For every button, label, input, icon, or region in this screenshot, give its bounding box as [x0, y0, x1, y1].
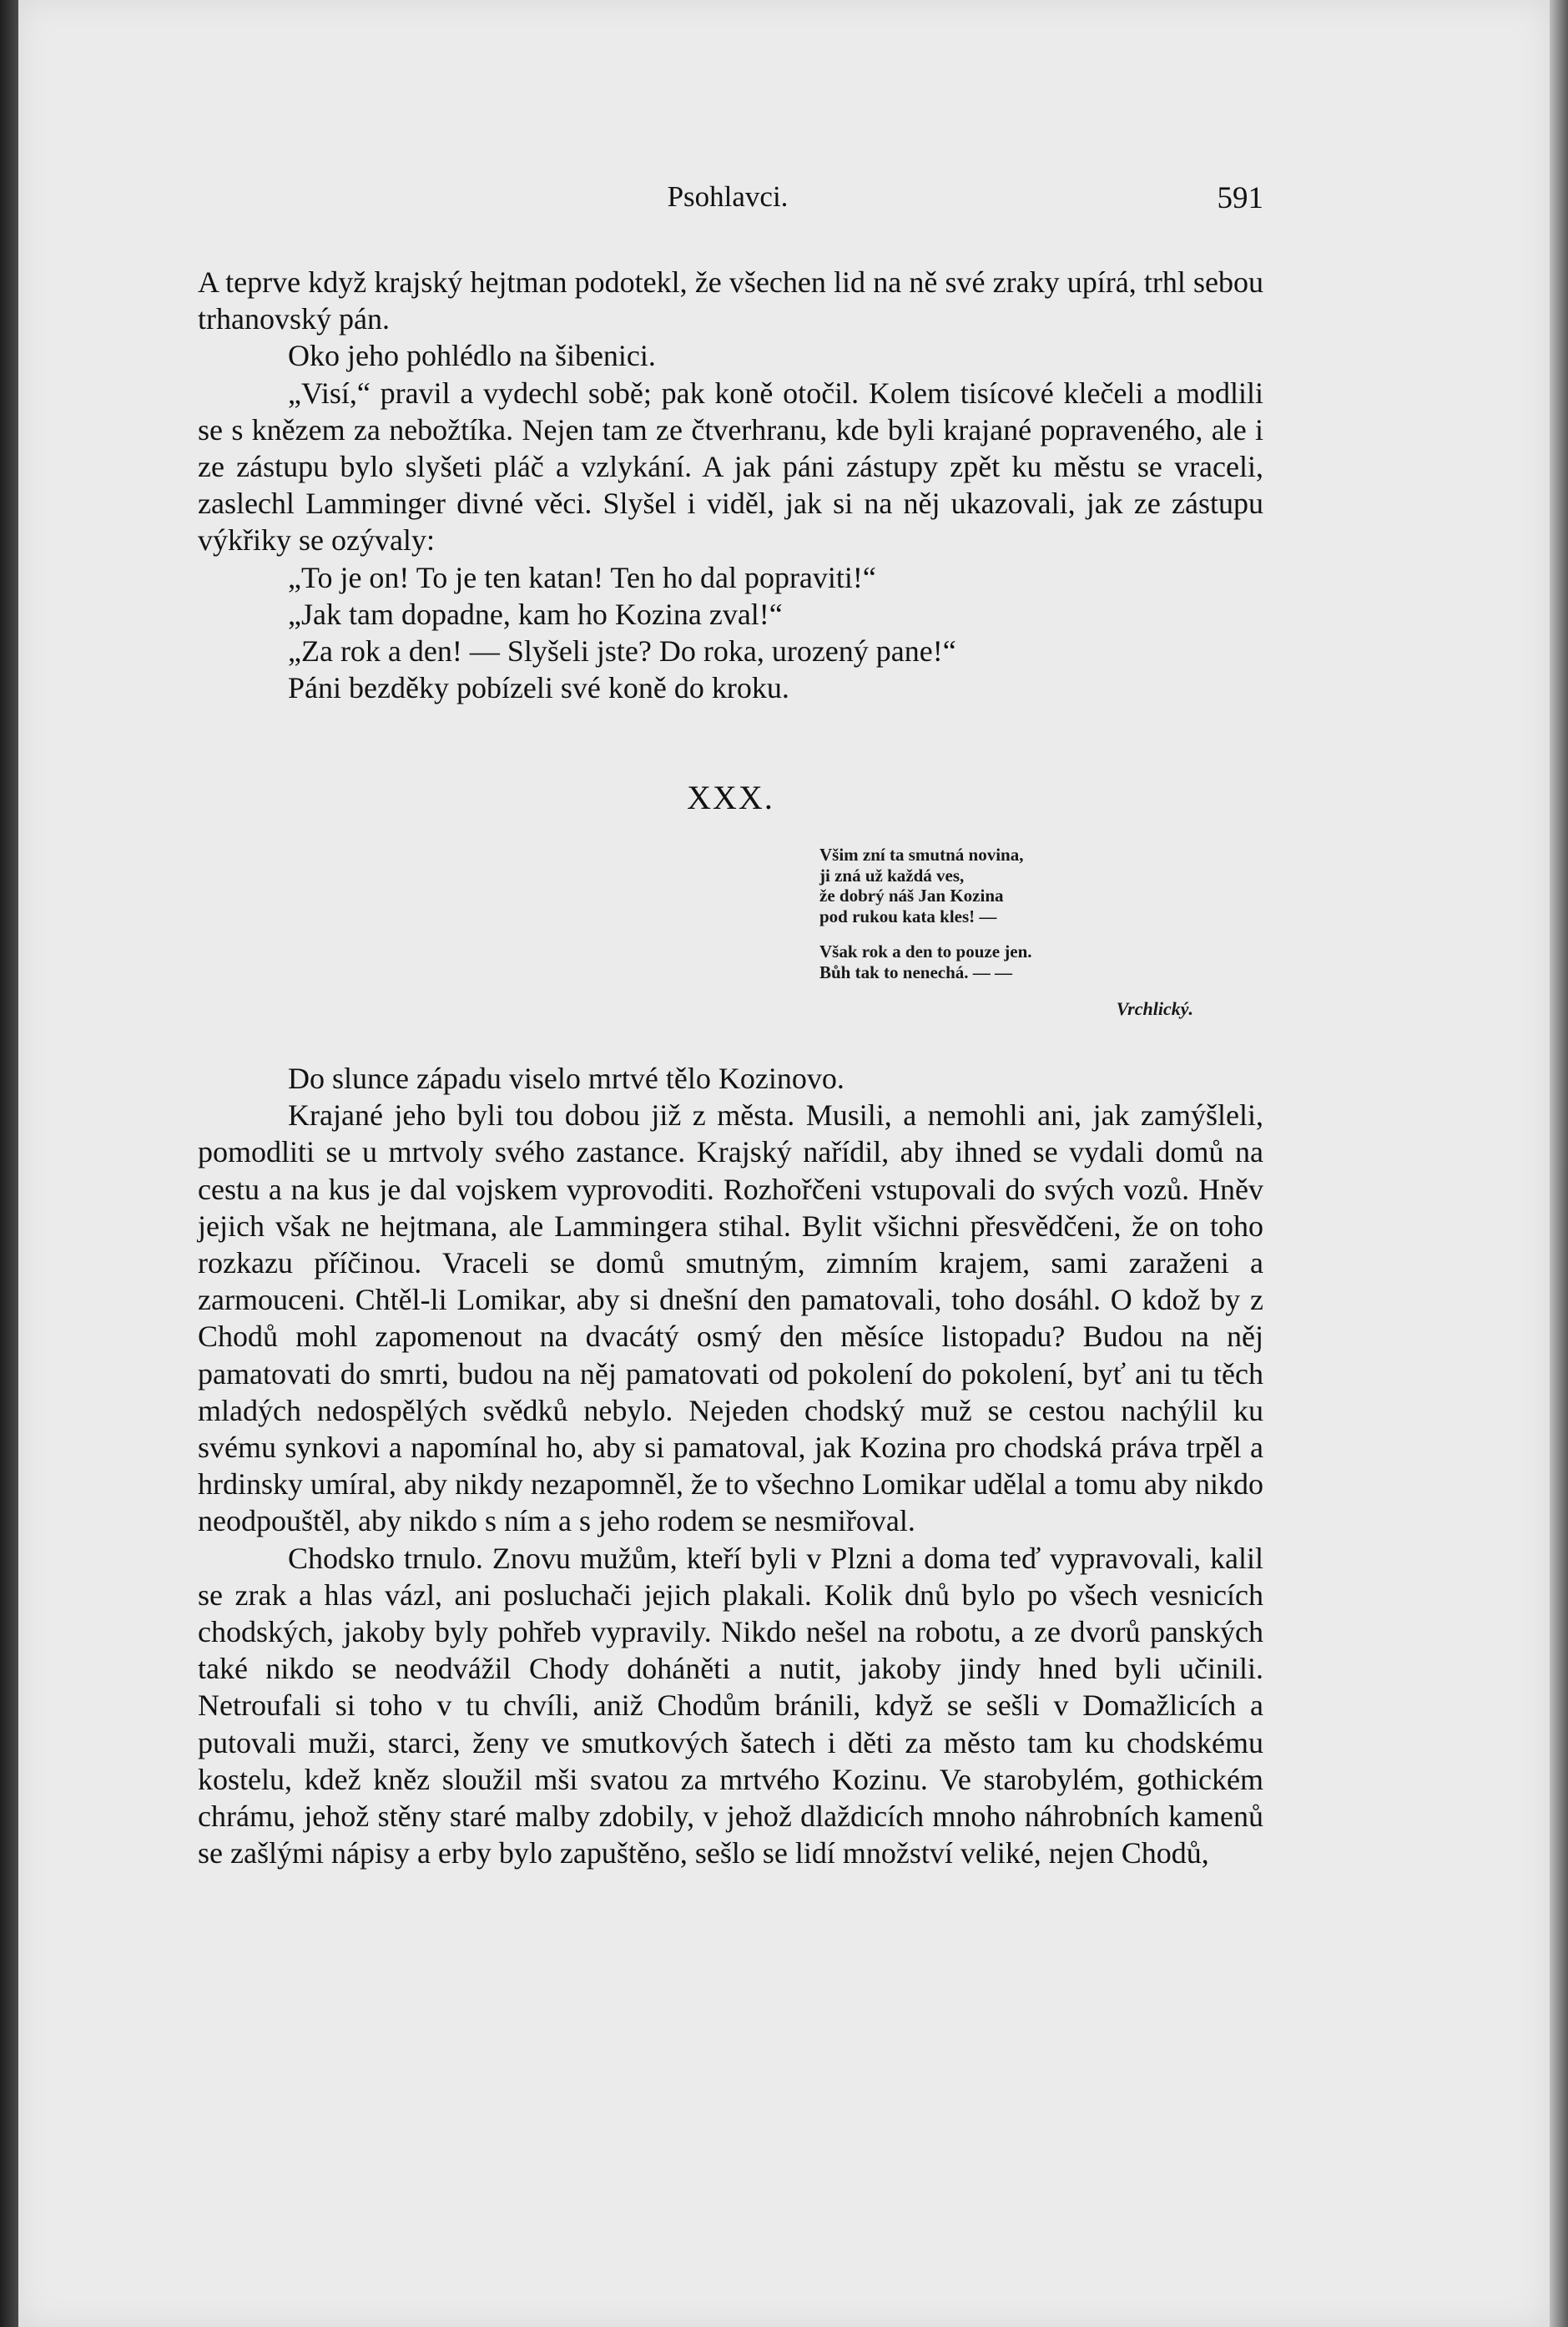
epigraph-stanza-2 — [819, 941, 1193, 982]
page-number: 591 — [1217, 181, 1263, 215]
paragraph: „Visí,“ pravil a vydechl sobě; pak koně otočil. Kolem tisícové klečeli a modlili se s knězem za nebožtíka. Nejen tam ze čtverhranu, kde byli krajané popraveného, ale i ze zástupu bylo slyšeti pláč a vzlykání. A jak páni zástupy zpět ku městu se vraceli, zaslechl Lamminger divné věci. Slyšel i viděl, jak si na něj ukazovali, jak ze zástupu výkřiky se ozývaly: — [198, 376, 1263, 558]
paragraph: A teprve když krajský hejtman podotekl, že všechen lid na ně své zraky upírá, trhl sebou trhanovský pán. — [198, 265, 1263, 336]
paragraph: Chodsko trnulo. Znovu mužům, kteří byli v Plzni a doma teď vypravovali, kalil se zrak a hlas vázl, ani posluchači jejich plakali. Kolik dnů bylo po všech vesnicích chodských, jakoby byly pohřeb vypravily. Nikdo nešel na robotu, a ze dvorů panských také nikdo se neodvážil Chody doháněti a nutit, jakoby jindy hned byli učinili. Netroufali si toho v tu chvíli, aniž Chodům bránili, když se sešli v Domažlicích a putovali muži, starci, ženy ve smutkových šatech i děti za město tam ku chodskému kostelu, kdež kněz sloužil mši svatou za mrtvého Kozinu. Ve starobylém, gothickém chrámu, jehož stěny staré malby zdobily, v jehož dlaždicích mnoho náhrobních kamenů se zašlými nápisy a erby bylo zapuštěno, sešlo se lidí množství veliké, nejen Chodů, — [198, 1541, 1263, 1870]
paragraph: Páni bezděky pobízeli své koně do kroku. — [288, 671, 789, 705]
epigraph-line: pod rukou kata kles! — — [819, 906, 997, 926]
page-outer-edge — [1550, 0, 1568, 2327]
paragraph: Do slunce západu viselo mrtvé tělo Kozinovo. — [288, 1062, 845, 1095]
epigraph-line: že dobrý náš Jan Kozina — [819, 886, 1004, 906]
epigraph-line: Všim zní ta smutná novina, — [819, 845, 1024, 865]
epigraph-author: Vrchlický. — [1116, 998, 1193, 1019]
page-binding-edge — [0, 0, 18, 2327]
epigraph-line: Však rok a den to pouze jen. — [819, 941, 1032, 962]
running-header — [192, 180, 1263, 222]
epigraph-line: ji zná už každá ves, — [819, 865, 965, 886]
paragraph: Oko jeho pohlédlo na šibenici. — [288, 339, 656, 373]
chapter-heading: XXX. — [687, 779, 774, 816]
paragraph: „Jak tam dopadne, kam ho Kozina zval!“ — [288, 597, 783, 631]
text-block-top — [198, 264, 1263, 706]
paragraph: Krajané jeho byli tou dobou již z města. Musili, a nemohli ani, jak zamýšleli, pomodliti se u mrtvoly svého zastance. Krajský nařídil, aby ihned se vydali domů na cestu a na kus je dal vojskem vyprovoditi. Rozhořčeni vstupovali do svých vozů. Hněv jejich však ne hejtmana, ale Lammingera stihal. Bylit všichni přesvědčeni, že on toho rozkazu příčinou. Vraceli se domů smutným, zimním krajem, sami zaraženi a zarmouceni. Chtěl-li Lomikar, aby si dnešní den pamatovali, toho dosáhl. O kdož by z Chodů mohl zapomenout na dvacátý osmý den měsíce listopadu? Budou na něj pamatovati do smrti, budou na něj pamatovati od pokolení do pokolení, byť ani tu těch mladých nedospělých svědků nebylo. Nejeden chodský muž se cestou nachýlil ku svému synkovi a napomínal ho, aby si pamatoval, jak Kozina pro chodská práva trpěl a hrdinsky umíral, aby nikdy nezapomněl, že to všechno Lomikar udělal a tomu aby nikdo neodpouštěl, aby nikdo s ním a s jeho rodem se nesmiřoval. — [198, 1098, 1263, 1538]
paragraph: „Za rok a den! — Slyšeli jste? Do roka, urozený pane!“ — [288, 634, 956, 669]
epigraph-line: Bůh tak to nenechá. — — — [819, 962, 1013, 982]
epigraph-stanza-1 — [819, 845, 1193, 926]
running-title: Psohlavci. — [667, 180, 789, 213]
paragraph: „To je on! To je ten katan! Ten ho dal popraviti!“ — [288, 560, 876, 594]
text-block-bottom — [198, 1060, 1263, 1871]
epigraph — [819, 845, 1193, 1020]
